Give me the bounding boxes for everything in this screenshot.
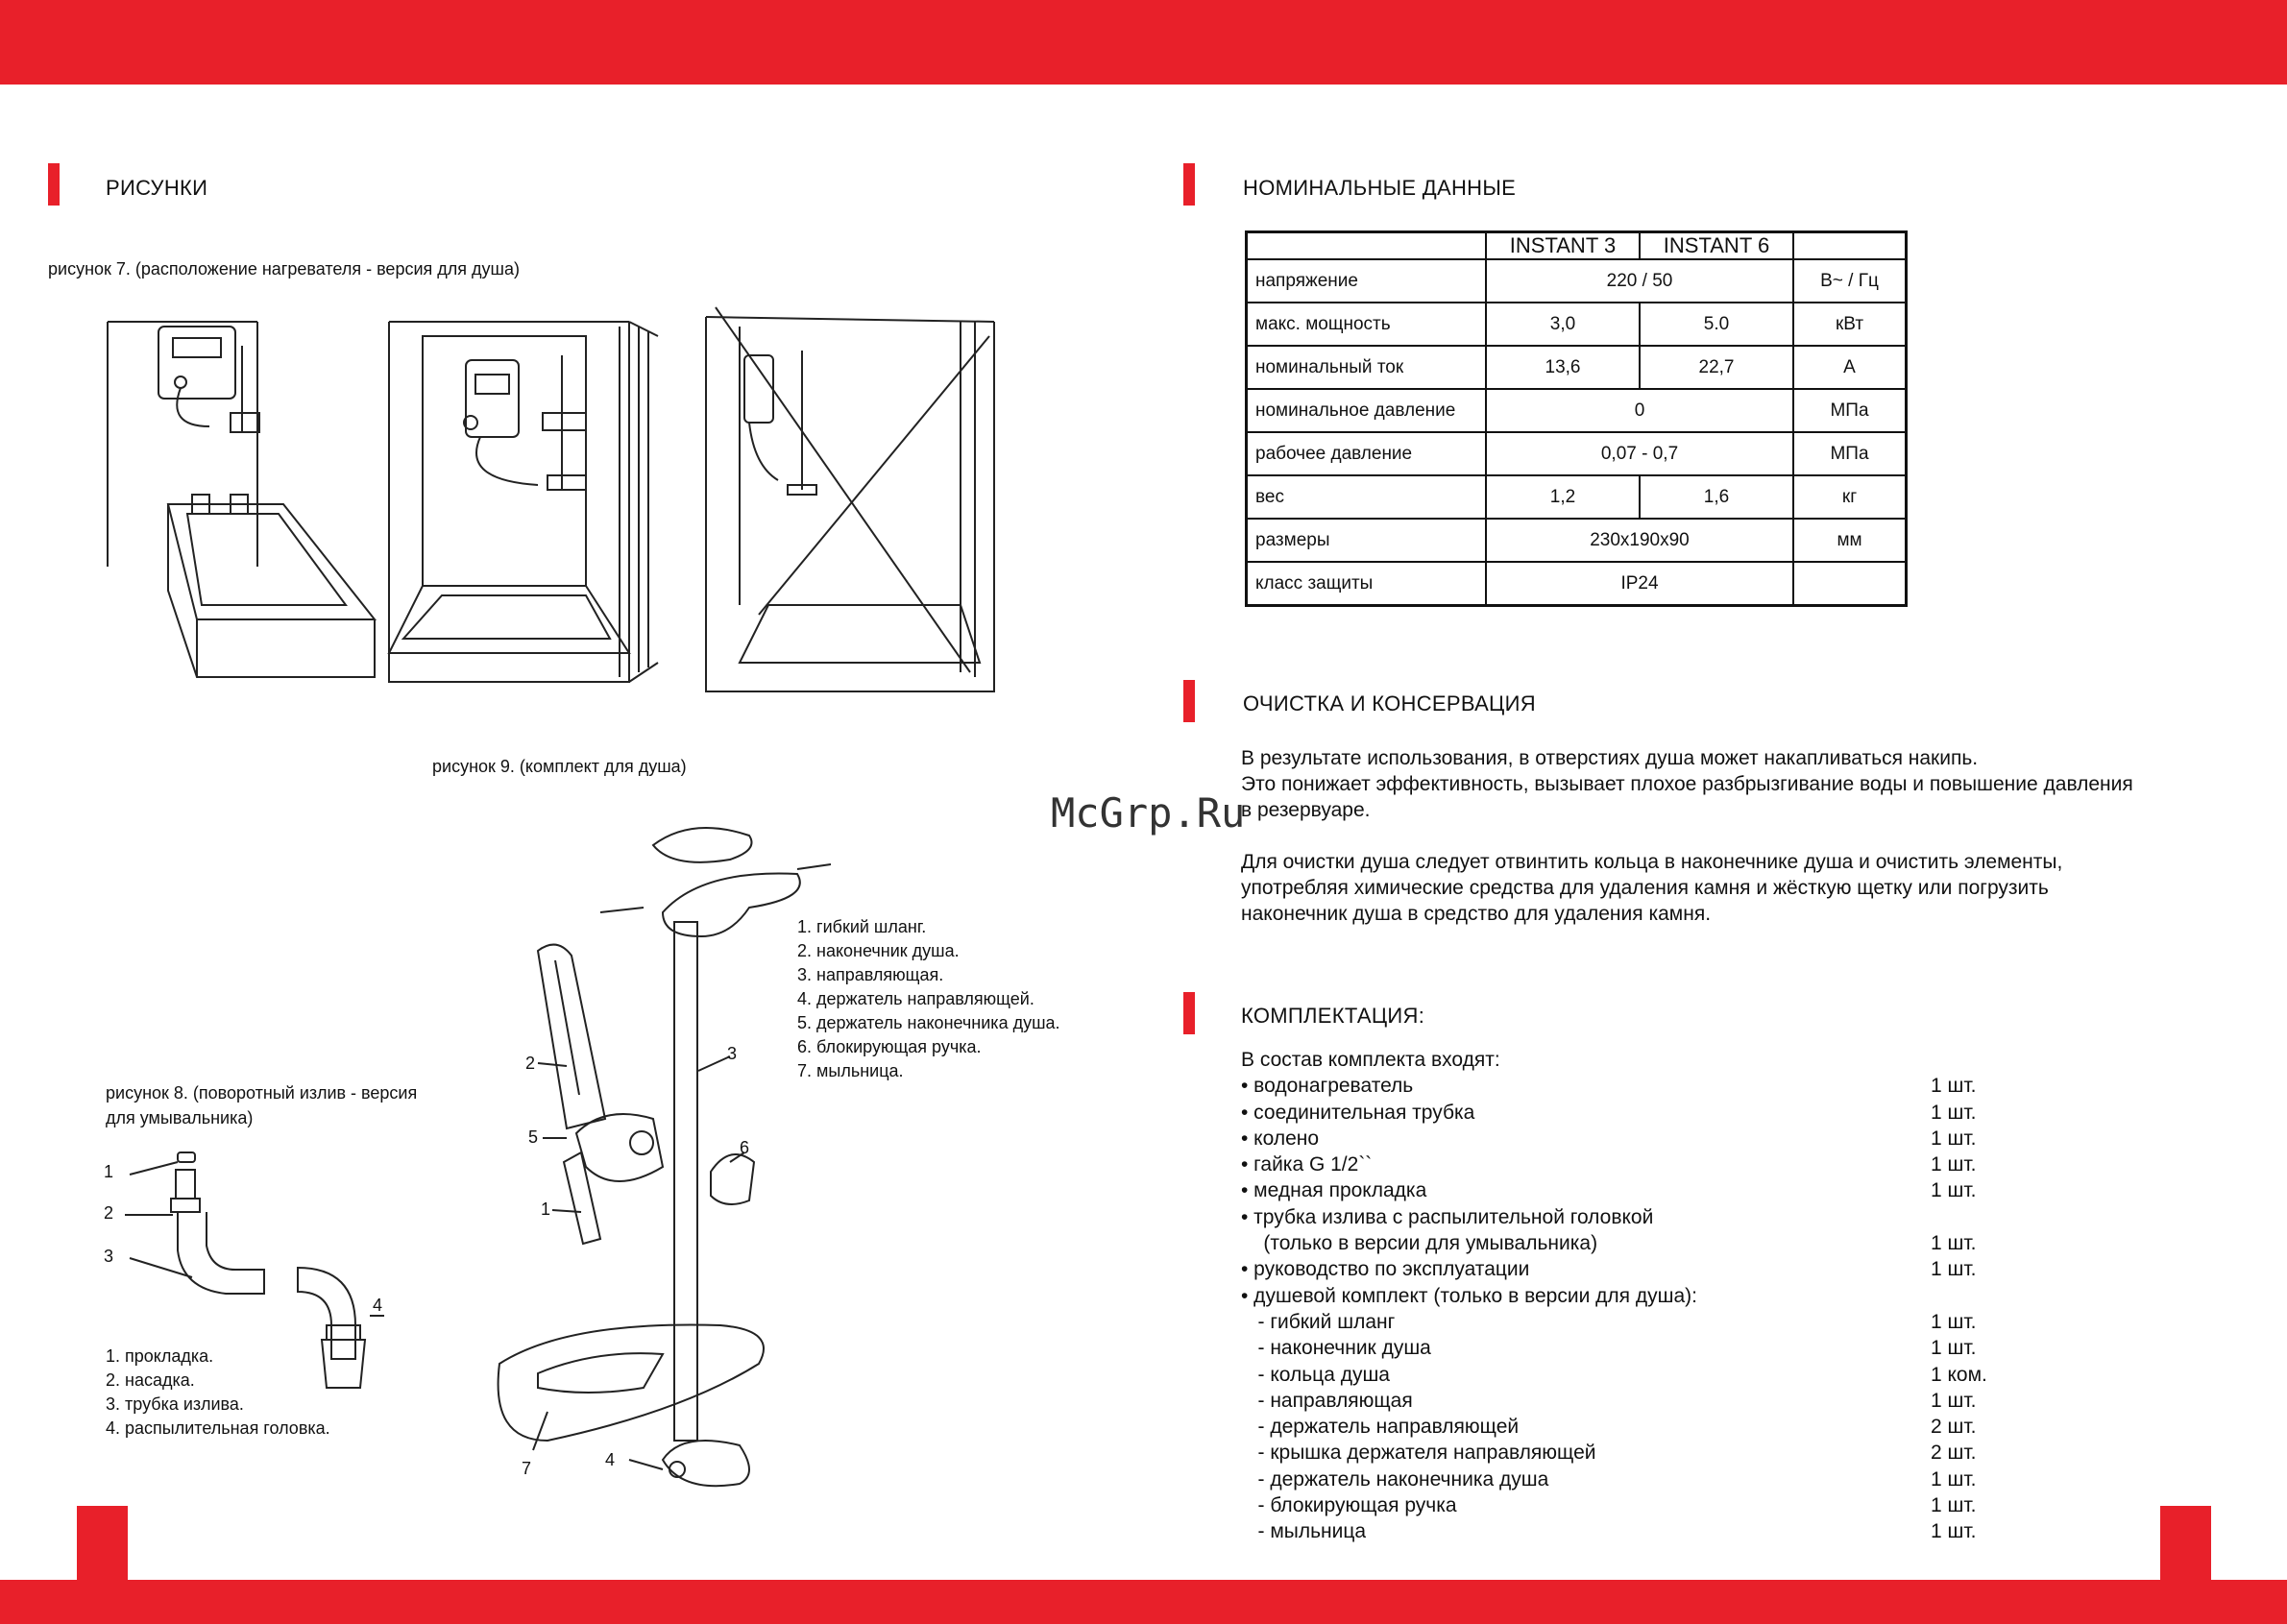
column-header: INSTANT 3 [1486, 232, 1640, 260]
fig8-number: 2 [104, 1203, 114, 1223]
text-line: В результате использования, в отверстиях душа может накапливаться накипь. [1241, 747, 1979, 769]
row-label: номинальный ток [1247, 346, 1487, 389]
list-item [1241, 1388, 1977, 1414]
bathtub-drawing [108, 322, 375, 677]
row-label: напряжение [1247, 259, 1487, 303]
fig8-caption-line1: рисунок 8. (поворотный излив - версия [106, 1083, 418, 1103]
list-item [1241, 1518, 1977, 1544]
list-item [1241, 1126, 1977, 1151]
list-item [1241, 1177, 1977, 1203]
legend-item: 1. прокладка. [106, 1346, 214, 1366]
legend-item: 3. трубка излива. [106, 1394, 244, 1414]
item-name: • гайка G 1/2`` [1241, 1153, 1373, 1176]
legend-item: 3. направляющая. [797, 965, 944, 984]
table-row [1247, 475, 1907, 519]
fig9-number: 4 [605, 1450, 616, 1469]
item-qty: 1 шт. [1931, 1179, 1977, 1202]
legend-item: 6. блокирующая ручка. [797, 1037, 982, 1056]
item-name: • медная прокладка [1241, 1179, 1427, 1202]
legend-item: 1. гибкий шланг. [797, 917, 927, 936]
cleaning-heading: ОЧИСТКА И КОНСЕРВАЦИЯ [1243, 691, 1536, 715]
item-name: - блокирующая ручка [1241, 1494, 1457, 1517]
table-row [1247, 346, 1907, 389]
row-value: 5.0 [1640, 303, 1793, 346]
column-header: INSTANT 6 [1640, 232, 1793, 260]
list-item [1241, 1073, 1977, 1099]
item-qty: 1 шт. [1931, 1389, 1977, 1412]
item-qty: 1 ком. [1931, 1363, 1987, 1386]
watermark: McGrp.Ru [1051, 789, 1246, 836]
item-qty: 1 шт. [1931, 1494, 1977, 1517]
list-item [1241, 1100, 1977, 1126]
item-name: • душевой комплект (только в версии для душа): [1241, 1284, 1697, 1307]
item-name: - мыльница [1241, 1520, 1367, 1543]
shower-kit-drawing [499, 828, 831, 1486]
fig8-number: 1 [104, 1162, 114, 1181]
row-label: номинальное давление [1247, 389, 1487, 432]
legend-item: 2. наконечник душа. [797, 941, 960, 960]
table-row [1247, 519, 1907, 562]
row-value: 0,07 - 0,7 [1486, 432, 1793, 475]
fig9-caption: рисунок 9. (комплект для душа) [432, 757, 687, 776]
row-value: 22,7 [1640, 346, 1793, 389]
table-row [1247, 389, 1907, 432]
fig7-caption: рисунок 7. (расположение нагревателя - версия для душа) [48, 259, 520, 279]
table-row [1247, 432, 1907, 475]
fig8-number: 3 [104, 1247, 114, 1266]
list-item [1241, 1256, 1977, 1282]
table-row [1247, 259, 1907, 303]
item-qty: 1 шт. [1931, 1310, 1977, 1333]
section-marker [1183, 992, 1195, 1034]
item-name: • водонагреватель [1241, 1075, 1414, 1098]
item-name: • колено [1241, 1127, 1320, 1150]
item-qty: 1 шт. [1931, 1153, 1977, 1176]
item-name: - гибкий шланг [1241, 1310, 1396, 1333]
section-marker [1183, 680, 1195, 722]
item-qty: 1 шт. [1931, 1520, 1977, 1543]
fig9-number: 1 [541, 1200, 551, 1219]
fig9-number: 3 [727, 1044, 738, 1063]
table-row [1247, 562, 1907, 606]
row-unit: МПа [1793, 389, 1907, 432]
row-value: IP24 [1486, 562, 1793, 606]
row-unit: А [1793, 346, 1907, 389]
table-cell [1247, 232, 1487, 260]
item-qty: 1 шт. [1931, 1258, 1977, 1281]
specs-heading: НОМИНАЛЬНЫЕ ДАННЫЕ [1243, 176, 1517, 200]
item-qty: 1 шт. [1931, 1232, 1977, 1255]
table-cell [1793, 232, 1907, 260]
list-item [1241, 1335, 1977, 1361]
row-unit: кВт [1793, 303, 1907, 346]
row-value: 230x190x90 [1486, 519, 1793, 562]
fig9-number: 6 [740, 1138, 750, 1157]
item-qty: 2 шт. [1931, 1442, 1977, 1465]
section-marker [1183, 163, 1195, 206]
row-unit [1793, 562, 1907, 606]
text-line: Это понижает эффективность, вызывает плохое разбрызгивание воды и повышение давления [1241, 773, 2133, 795]
row-unit: В~ / Гц [1793, 259, 1907, 303]
legend-item: 4. держатель направляющей. [797, 989, 1034, 1008]
fig9-number: 2 [525, 1054, 536, 1073]
row-value: 3,0 [1486, 303, 1640, 346]
row-unit: МПа [1793, 432, 1907, 475]
list-item [1241, 1204, 1697, 1230]
item-name: - крышка держателя направляющей [1241, 1442, 1596, 1465]
row-value: 13,6 [1486, 346, 1640, 389]
cleaning-paragraph-1 [1241, 745, 2240, 823]
text-line: наконечник душа в средство для удаления камня. [1241, 903, 1712, 925]
row-unit: кг [1793, 475, 1907, 519]
row-value: 0 [1486, 389, 1793, 432]
row-label: рабочее давление [1247, 432, 1487, 475]
legend-item: 2. насадка. [106, 1370, 195, 1390]
text-line: в резервуаре. [1241, 799, 1371, 821]
fig8-number: 4 [373, 1296, 383, 1315]
spout-drawing [125, 1152, 384, 1388]
item-qty: 2 шт. [1931, 1416, 1977, 1439]
item-qty: 1 шт. [1931, 1467, 1977, 1491]
legend-item: 7. мыльница. [797, 1061, 904, 1080]
item-name: - направляющая [1241, 1389, 1413, 1412]
fig9-number: 5 [528, 1127, 539, 1147]
row-value: 1,6 [1640, 475, 1793, 519]
text-line: Для очистки душа следует отвинтить кольца в наконечнике душа и очистить элементы, [1241, 851, 2063, 873]
list-item [1241, 1362, 1987, 1388]
list-item [1241, 1309, 1977, 1335]
item-qty: 1 шт. [1931, 1101, 1977, 1124]
row-value: 220 / 50 [1486, 259, 1793, 303]
row-unit: мм [1793, 519, 1907, 562]
text-line: употребляя химические средства для удаления камня и жёсткую щетку или погрузить [1241, 877, 2049, 899]
item-name: • руководство по эксплуатации [1241, 1258, 1530, 1281]
item-name: - держатель наконечника душа [1241, 1467, 1549, 1491]
row-value: 1,2 [1486, 475, 1640, 519]
item-name: • трубка излива с распылительной головкой [1241, 1205, 1654, 1228]
corner-cabin-drawing [706, 307, 994, 691]
fig8-caption-line2: для умывальника) [106, 1108, 254, 1127]
row-label: класс защиты [1247, 562, 1487, 606]
kit-heading: КОМПЛЕКТАЦИЯ: [1241, 1004, 1425, 1028]
specs-table [1245, 230, 1908, 607]
list-item [1241, 1151, 1977, 1177]
fig9-number: 7 [522, 1459, 532, 1478]
list-item [1241, 1466, 1977, 1492]
legend-item: 5. держатель наконечника душа. [797, 1013, 1060, 1032]
list-item [1241, 1492, 1977, 1518]
item-name: - наконечник душа [1241, 1337, 1431, 1360]
legend-item: 4. распылительная головка. [106, 1418, 330, 1438]
row-label: размеры [1247, 519, 1487, 562]
table-row [1247, 303, 1907, 346]
item-qty: 1 шт. [1931, 1075, 1977, 1098]
row-label: вес [1247, 475, 1487, 519]
figures-heading: РИСУНКИ [106, 176, 208, 200]
row-label: макс. мощность [1247, 303, 1487, 346]
cleaning-paragraph-2 [1241, 849, 2240, 927]
list-item [1241, 1283, 1697, 1309]
item-qty: 1 шт. [1931, 1127, 1977, 1150]
kit-intro: В состав комплекта входят: [1241, 1049, 1500, 1071]
item-name: - держатель направляющей [1241, 1416, 1520, 1439]
shower-cabin-drawing [389, 322, 658, 682]
list-item [1241, 1414, 1977, 1440]
item-name: (только в версии для умывальника) [1241, 1232, 1598, 1255]
item-name: - кольца душа [1241, 1363, 1390, 1386]
item-qty: 1 шт. [1931, 1337, 1977, 1360]
list-item [1241, 1440, 1977, 1466]
table-header-row [1247, 232, 1907, 260]
list-item [1241, 1230, 1977, 1256]
kit-list [1241, 1047, 1987, 1545]
item-name: • соединительная трубка [1241, 1101, 1475, 1124]
